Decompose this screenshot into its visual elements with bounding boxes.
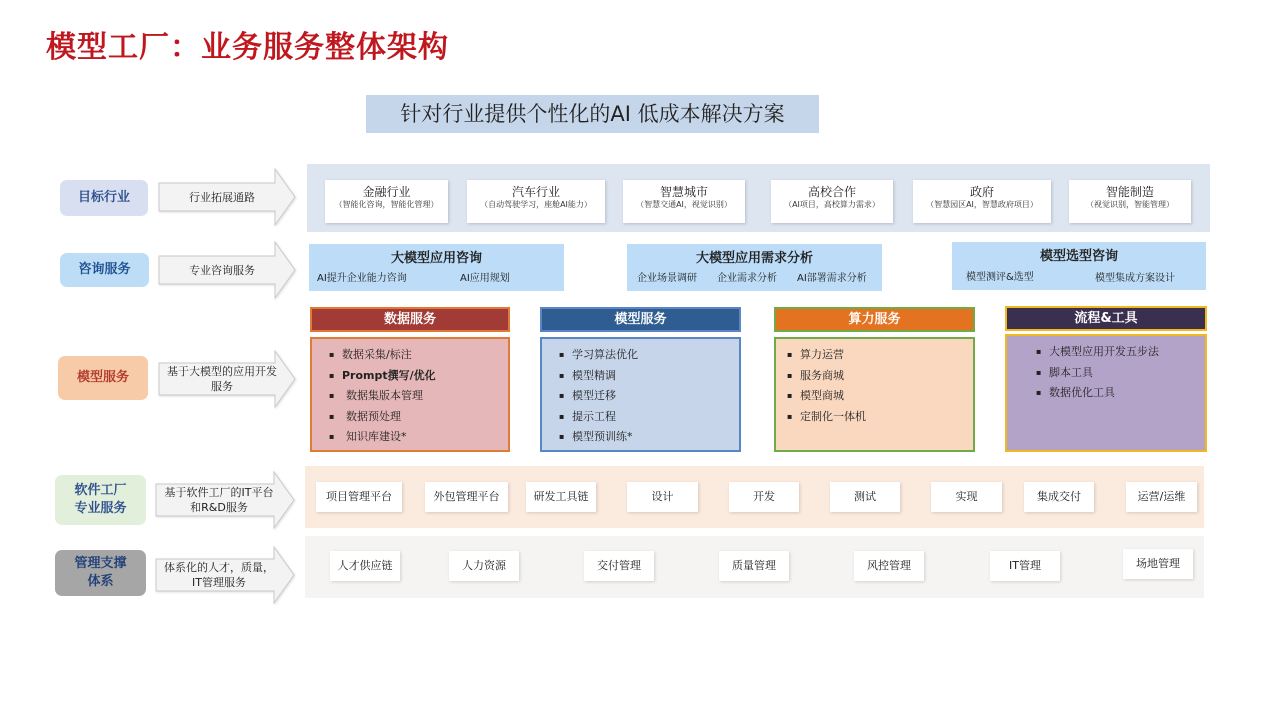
arrow-text: 行业拓展通路 [189,190,255,204]
industry-subtitle: （智慧交通AI，视觉识别） [636,200,732,209]
consult-group-2 [627,244,882,291]
header-text: 流程&工具 [1074,311,1138,326]
software-item: 测试 [830,482,900,512]
list-item: ▪ 数据采集/标注 [342,345,508,366]
arrow-text-line: 基于软件工厂的IT平台 [164,486,274,499]
row-label-industry [60,180,148,216]
row-label-text: 管理支撑 [74,556,127,571]
consult-item: 模型集成方案设计 [1095,273,1175,284]
row-label-consult [60,253,149,287]
arrow-text [158,470,280,530]
header-text: 模型服务 [614,312,667,327]
software-item: 项目管理平台 [316,482,402,512]
arrow-text-line: 服务 [211,380,233,393]
industry-card [1069,180,1191,223]
industry-name: 智慧城市 [659,185,708,199]
consult-item: 企业场景调研 [637,273,697,284]
box-compute-service [774,337,975,452]
arrow-mgmt [154,545,296,605]
page-title: 模型工厂：业务服务整体架构 [46,30,449,65]
row-label-text: 目标行业 [77,190,130,205]
header-tools [1005,306,1207,331]
arrow-software [154,470,296,530]
arrow-text-line: 和R&D服务 [190,501,248,514]
industry-card [913,180,1051,223]
row-label-software [55,475,146,525]
consult-item: AI提升企业能力咨询 [317,273,407,284]
list-item: ▪ 学习算法优化 [572,345,739,366]
box-model-service [540,337,741,452]
mgmt-item: 人才供应链 [330,551,400,581]
arrow-text-line: 基于大模型的应用开发 [167,365,277,378]
industry-card [623,180,745,223]
industry-name: 汽车行业 [511,185,560,199]
list-item: ▪ 数据预处理 [342,407,508,428]
consult-group-title: 模型选型咨询 [1039,249,1118,264]
list-item: ▪ 数据集版本管理 [342,386,508,407]
header-text: 算力服务 [848,312,901,327]
mgmt-item: 质量管理 [719,551,789,581]
row-label-model [58,356,148,400]
software-item: 运营/运维 [1126,482,1197,512]
industry-name: 智能制造 [1105,185,1154,199]
list-item: ▪ 模型迁移 [572,386,739,407]
header-model-service [540,307,741,332]
consult-group-title: 大模型应用需求分析 [695,251,813,266]
arrow-text [158,545,280,605]
list-item: ▪ 数据优化工具 [1049,383,1205,404]
consult-item: AI应用规划 [460,273,510,284]
industry-card [771,180,893,223]
industry-subtitle: （视觉识别，智能管理） [1086,200,1174,209]
row-label-text: 软件工厂 [74,483,127,498]
software-item: 实现 [931,482,1002,512]
arrow-text-line: 体系化的人才，质量， [164,561,274,574]
industry-name: 金融行业 [362,185,411,199]
list-item: ▪ 模型商城 [800,386,973,407]
list-item: ▪ Prompt撰写/优化 [342,366,508,387]
box-tools [1005,334,1207,452]
list-item: ▪ 服务商城 [800,366,973,387]
box-data-service [310,337,510,452]
consult-item: AI部署需求分析 [797,273,867,284]
row-label-text: 专业服务 [74,501,127,516]
industry-subtitle: （智慧园区AI，智慧政府项目） [926,200,1038,209]
consult-group-title: 大模型应用咨询 [390,251,482,266]
arrow-text-line: IT管理服务 [192,576,246,589]
arrow-model [157,349,297,409]
list-item: ▪ 模型预训练* [572,427,739,448]
row-label-text: 咨询服务 [78,262,131,277]
mgmt-item: 交付管理 [584,551,654,581]
list-item: ▪ 脚本工具 [1049,363,1205,384]
software-item: 集成交付 [1024,482,1094,512]
list-item: ▪ 模型精调 [572,366,739,387]
arrow-text: 专业咨询服务 [189,263,255,277]
list-item: ▪ 提示工程 [572,407,739,428]
industry-card [467,180,605,223]
consult-item: 企业需求分析 [717,273,777,284]
header-text: 数据服务 [383,312,436,327]
consult-item: 模型测评&选型 [966,272,1034,283]
list-item: ▪ 算力运营 [800,345,973,366]
software-item: 开发 [729,482,799,512]
row-label-mgmt [55,550,146,596]
mgmt-item: IT管理 [990,551,1060,581]
row-label-text: 模型服务 [76,370,129,385]
mgmt-item: 场地管理 [1123,549,1193,579]
header-compute-service [774,307,975,332]
industry-name: 政府 [969,185,994,199]
industry-subtitle: （AI项目，高校算力需求） [784,200,880,209]
subtitle-banner: 针对行业提供个性化的AI 低成本解决方案 [366,95,819,133]
industry-name: 高校合作 [807,185,856,199]
arrow-industry [157,167,297,227]
industry-card [325,180,448,223]
header-data-service [310,307,510,332]
software-item: 外包管理平台 [425,482,508,512]
mgmt-item: 风控管理 [854,551,924,581]
consult-group-3 [952,242,1206,290]
row-label-text: 体系 [87,574,114,589]
list-item: ▪ 定制化一体机 [800,407,973,428]
mgmt-item: 人力资源 [449,551,519,581]
consult-group-1 [309,244,564,291]
software-item: 设计 [627,482,698,512]
arrow-text [161,349,283,409]
software-item: 研发工具链 [526,482,596,512]
industry-subtitle: （自动驾驶学习，座舱AI能力） [480,200,592,209]
list-item: ▪ 知识库建设* [342,427,508,448]
list-item: ▪ 大模型应用开发五步法 [1049,342,1205,363]
arrow-consult [157,240,297,300]
industry-subtitle: （智能化咨询，智能化管理） [334,200,439,209]
